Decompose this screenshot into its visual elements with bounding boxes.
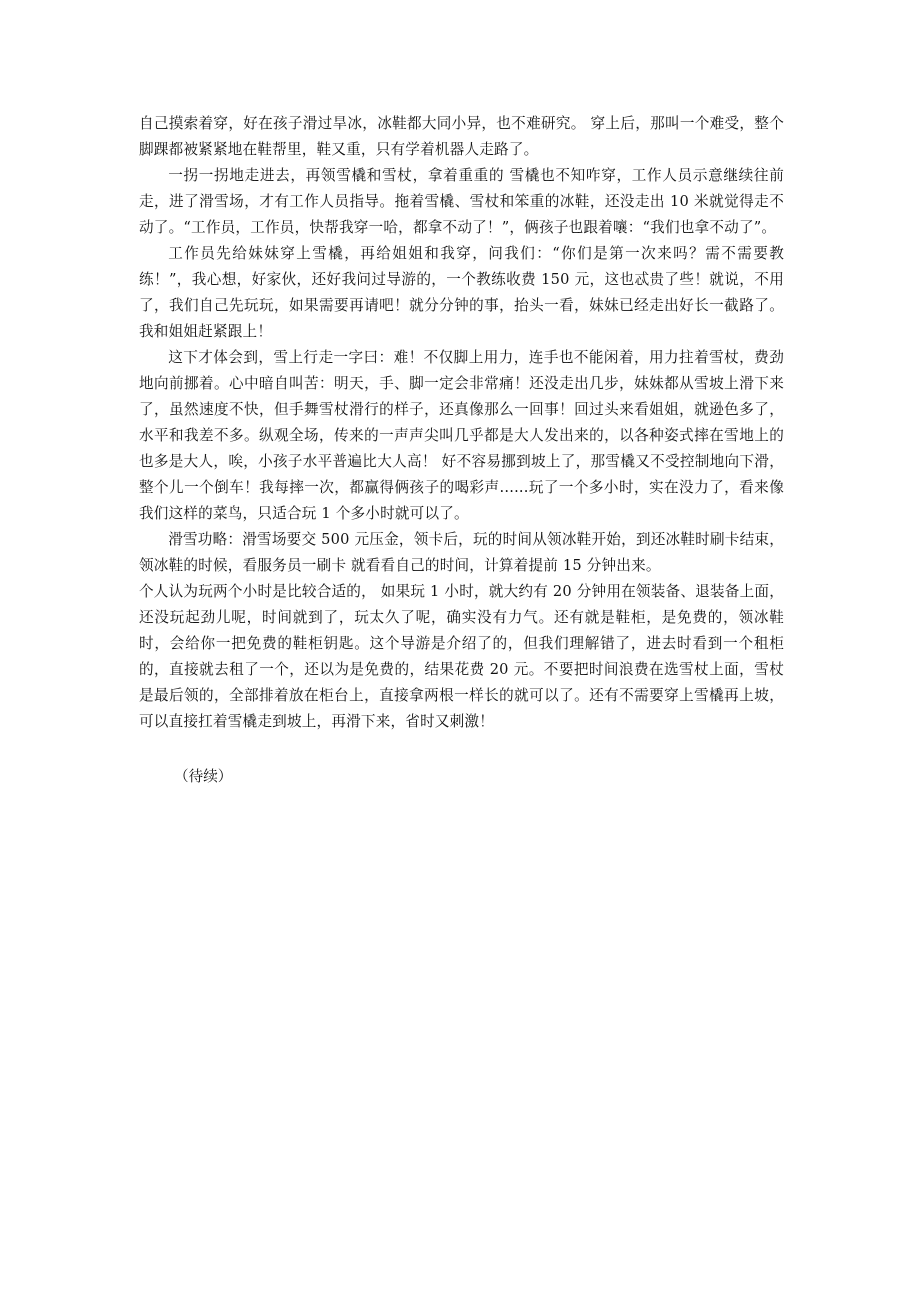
paragraph-2: 一拐一拐地走进去，再领雪橇和雪杖，拿着重重的 雪橇也不知咋穿，工作人员示意继续往前走，进了滑雪场，才有工作人员指导。拖着雪橇、雪杖和笨重的冰鞋，还没走出 10 米就觉得走不动了。“工作员，工作员，快帮我穿一哈，都拿不动了！”，俩孩子也跟着嚷：“我们也拿不动了”。 [139, 167, 784, 236]
paragraph-6: 个人认为玩两个小时是比较合适的， 如果玩 1 小时，就大约有 20 分钟用在领装备、退装备上面，还没玩起劲儿呢，时间就到了，玩太久了呢，确实没有力气。还有就是鞋柜，是免费的，领冰鞋时，会给你一把免费的鞋柜钥匙。这个导游是介绍了的，但我们理解错了，进去时看到一个租柜的，直接就去租了一个，还以为是免费的，结果花费 20 元。不要把时间浪费在选雪杖上面，雪杖是最后领的，全部排着放在柜台上，直接拿两根一样长的就可以了。还有不需要穿上雪橇再上坡，可以直接扛着雪橇走到坡上，再滑下来，省时又刺激！ [139, 583, 784, 730]
to-be-continued-note: （待续） [174, 768, 233, 785]
article-body [139, 111, 784, 735]
paragraph-5: 滑雪功略：滑雪场要交 500 元压金，领卡后，玩的时间从领冰鞋开始，到还冰鞋时刷卡结束，领冰鞋的时候，看服务员一刷卡 就看看自己的时间，计算着提前 15 分钟出来。 [139, 531, 784, 574]
paragraph-1: 自己摸索着穿，好在孩子滑过旱冰，冰鞋都大同小异，也不难研究。 穿上后，那叫一个难受，整个脚踝都被紧紧地在鞋帮里，鞋又重，只有学着机器人走路了。 [139, 115, 784, 158]
paragraph-3: 工作员先给妹妹穿上雪橇，再给姐姐和我穿，问我们：“你们是第一次来吗？需不需要教练！”，我心想，好家伙，还好我问过导游的，一个教练收费 150 元，这也忒贵了些！就说，不用了，我们自己先玩玩，如果需要再请吧！就分分钟的事，抬头一看，妹妹已经走出好长一截路了。我和姐姐赶紧跟上！ [139, 245, 784, 340]
paragraph-4: 这下才体会到，雪上行走一字曰：难！不仅脚上用力，连手也不能闲着，用力拄着雪杖，费劲地向前挪着。心中暗自叫苦：明天，手、脚一定会非常痛！还没走出几步，妹妹都从雪坡上滑下来了，虽然速度不快，但手舞雪杖滑行的样子，还真像那么一回事！回过头来看姐姐，就逊色多了，水平和我差不多。纵观全场，传来的一声声尖叫几乎都是大人发出来的，以各种姿式摔在雪地上的也多是大人，唉，小孩子水平普遍比大人高！ 好不容易挪到坡上了，那雪橇又不受控制地向下滑，整个儿一个倒车！我每摔一次，都赢得俩孩子的喝彩声......玩了一个多小时，实在没力了，看来像我们这样的菜鸟，只适合玩 1 个多小时就可以了。 [139, 349, 784, 522]
